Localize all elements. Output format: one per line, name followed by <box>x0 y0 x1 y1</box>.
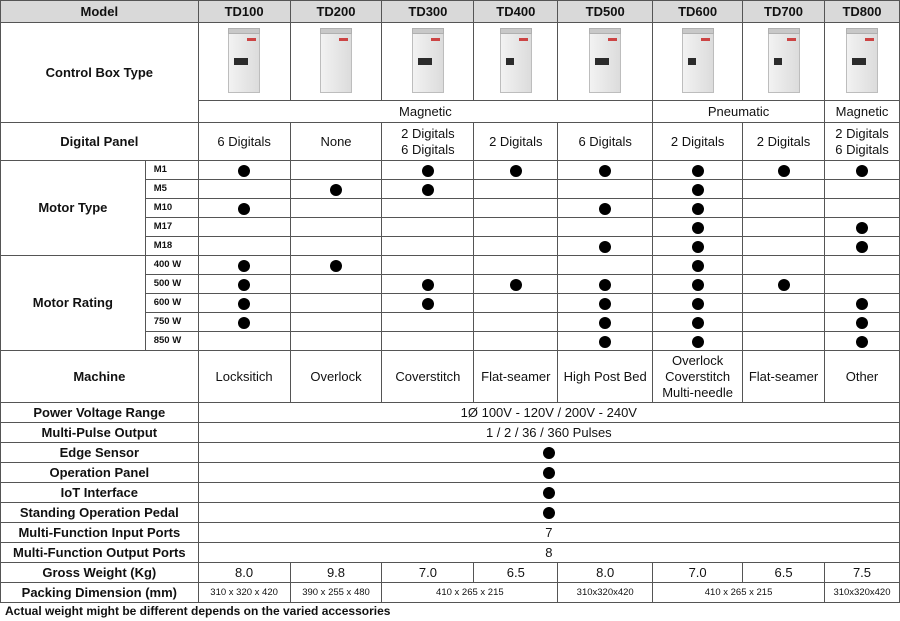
dot-icon <box>330 184 342 196</box>
motor-rating-sub: 600 W <box>145 294 198 313</box>
multi-pulse-row <box>1 423 900 443</box>
packing-td100: 310 x 320 x 420 <box>198 583 290 603</box>
dot-icon <box>856 165 868 177</box>
header-row <box>1 1 900 23</box>
packing-row <box>1 583 900 603</box>
digital-panel-td400: 2 Digitals <box>474 123 558 161</box>
dot-icon <box>422 184 434 196</box>
digital-panel-td600: 2 Digitals <box>653 123 743 161</box>
machine-label: Machine <box>1 351 199 403</box>
motor-rating-row <box>1 256 900 275</box>
motor-type-sub: M18 <box>145 237 198 256</box>
control-box-cell-td100 <box>198 23 290 101</box>
edge-sensor-row <box>1 443 900 463</box>
dot-icon <box>238 279 250 291</box>
gross-weight-td700: 6.5 <box>743 563 825 583</box>
motor-type-sub: M1 <box>145 161 198 180</box>
dot-icon <box>543 447 555 459</box>
packing-td200: 390 x 255 x 480 <box>290 583 382 603</box>
power-voltage-label: Power Voltage Range <box>1 403 199 423</box>
operation-panel-row <box>1 463 900 483</box>
digital-panel-td100: 6 Digitals <box>198 123 290 161</box>
control-box-td400-image <box>500 31 532 93</box>
digital-panel-td200: None <box>290 123 382 161</box>
model-td500: TD500 <box>558 1 653 23</box>
model-td700: TD700 <box>743 1 825 23</box>
iot-interface-label: IoT Interface <box>1 483 199 503</box>
dot-icon <box>599 165 611 177</box>
packing-td800: 310x320x420 <box>824 583 899 603</box>
motor-rating-sub: 500 W <box>145 275 198 294</box>
dot-icon <box>599 279 611 291</box>
dot-icon <box>856 298 868 310</box>
digital-panel-td800: 2 Digitals 6 Digitals <box>824 123 899 161</box>
dot-icon <box>856 317 868 329</box>
control-box-label: Control Box Type <box>1 23 199 123</box>
dot-icon <box>599 298 611 310</box>
dot-icon <box>599 336 611 348</box>
digital-panel-row <box>1 123 900 161</box>
dot-icon <box>692 336 704 348</box>
group-magnetic: Magnetic <box>198 101 653 123</box>
motor-rating-sub: 750 W <box>145 313 198 332</box>
dot-icon <box>510 279 522 291</box>
motor-type-sub: M5 <box>145 180 198 199</box>
digital-panel-td700: 2 Digitals <box>743 123 825 161</box>
multi-pulse-label: Multi-Pulse Output <box>1 423 199 443</box>
dot-icon <box>238 317 250 329</box>
packing-td600-td700: 410 x 265 x 215 <box>653 583 825 603</box>
dot-icon <box>330 260 342 272</box>
mf-output-value: 8 <box>198 543 899 563</box>
motor-type-label: Motor Type <box>1 161 146 256</box>
machine-td800: Other <box>824 351 899 403</box>
motor-type-row <box>1 161 900 180</box>
dot-icon <box>692 184 704 196</box>
control-box-image-row <box>1 23 900 101</box>
control-box-td200-image <box>320 31 352 93</box>
dot-icon <box>692 203 704 215</box>
control-box-td600-image <box>682 31 714 93</box>
model-td400: TD400 <box>474 1 558 23</box>
gross-weight-td100: 8.0 <box>198 563 290 583</box>
machine-td300: Coverstitch <box>382 351 474 403</box>
mf-input-value: 7 <box>198 523 899 543</box>
multi-pulse-value: 1 / 2 / 36 / 360 Pulses <box>198 423 899 443</box>
control-box-td700-image <box>768 31 800 93</box>
packing-td500: 310x320x420 <box>558 583 653 603</box>
dot-icon <box>238 298 250 310</box>
mf-input-label: Multi-Function Input Ports <box>1 523 199 543</box>
digital-panel-td500: 6 Digitals <box>558 123 653 161</box>
gross-weight-td200: 9.8 <box>290 563 382 583</box>
dot-icon <box>778 279 790 291</box>
mf-output-row <box>1 543 900 563</box>
dot-icon <box>692 241 704 253</box>
dot-icon <box>599 317 611 329</box>
dot-icon <box>543 487 555 499</box>
machine-td400: Flat-seamer <box>474 351 558 403</box>
gross-weight-td500: 8.0 <box>558 563 653 583</box>
mf-output-label: Multi-Function Output Ports <box>1 543 199 563</box>
gross-weight-row <box>1 563 900 583</box>
dot-icon <box>692 222 704 234</box>
gross-weight-td400: 6.5 <box>474 563 558 583</box>
machine-td100: Locksitich <box>198 351 290 403</box>
model-td600: TD600 <box>653 1 743 23</box>
motor-rating-sub: 400 W <box>145 256 198 275</box>
dot-icon <box>238 203 250 215</box>
motor-type-sub: M10 <box>145 199 198 218</box>
power-voltage-row <box>1 403 900 423</box>
machine-row <box>1 351 900 403</box>
motor-type-sub: M17 <box>145 218 198 237</box>
dot-icon <box>422 279 434 291</box>
group-pneumatic: Pneumatic <box>653 101 825 123</box>
control-box-cell-td500 <box>558 23 653 101</box>
digital-panel-td300: 2 Digitals 6 Digitals <box>382 123 474 161</box>
digital-panel-label: Digital Panel <box>1 123 199 161</box>
footnote: Actual weight might be different depends on the varied accessories <box>5 604 391 618</box>
power-voltage-value: 1Ø 100V - 120V / 200V - 240V <box>198 403 899 423</box>
dot-icon <box>543 507 555 519</box>
dot-icon <box>510 165 522 177</box>
dot-icon <box>599 241 611 253</box>
control-box-cell-td300 <box>382 23 474 101</box>
gross-weight-td600: 7.0 <box>653 563 743 583</box>
model-header: Model <box>1 1 199 23</box>
gross-weight-td300: 7.0 <box>382 563 474 583</box>
control-box-cell-td200 <box>290 23 382 101</box>
motor-rating-label: Motor Rating <box>1 256 146 351</box>
dot-icon <box>856 222 868 234</box>
dot-icon <box>692 279 704 291</box>
gross-weight-label: Gross Weight (Kg) <box>1 563 199 583</box>
dot-icon <box>238 260 250 272</box>
edge-sensor-label: Edge Sensor <box>1 443 199 463</box>
control-box-cell-td700 <box>743 23 825 101</box>
group-magnetic-td800: Magnetic <box>824 101 899 123</box>
dot-icon <box>422 298 434 310</box>
dot-icon <box>692 260 704 272</box>
model-td200: TD200 <box>290 1 382 23</box>
machine-td600: Overlock Coverstitch Multi-needle <box>653 351 743 403</box>
dot-icon <box>778 165 790 177</box>
dot-icon <box>543 467 555 479</box>
dot-icon <box>238 165 250 177</box>
control-box-cell-td400 <box>474 23 558 101</box>
dot-icon <box>692 317 704 329</box>
control-box-td800-image <box>846 31 878 93</box>
packing-label: Packing Dimension (mm) <box>1 583 199 603</box>
gross-weight-td800: 7.5 <box>824 563 899 583</box>
iot-interface-row <box>1 483 900 503</box>
model-td100: TD100 <box>198 1 290 23</box>
operation-panel-label: Operation Panel <box>1 463 199 483</box>
machine-td700: Flat-seamer <box>743 351 825 403</box>
machine-td200: Overlock <box>290 351 382 403</box>
model-td300: TD300 <box>382 1 474 23</box>
dot-icon <box>599 203 611 215</box>
dot-icon <box>692 298 704 310</box>
control-box-cell-td600 <box>653 23 743 101</box>
dot-icon <box>422 165 434 177</box>
control-box-td100-image <box>228 31 260 93</box>
control-box-td300-image <box>412 31 444 93</box>
standing-pedal-row <box>1 503 900 523</box>
standing-pedal-label: Standing Operation Pedal <box>1 503 199 523</box>
dot-icon <box>856 241 868 253</box>
control-box-td500-image <box>589 31 621 93</box>
model-td800: TD800 <box>824 1 899 23</box>
dot-icon <box>692 165 704 177</box>
control-box-cell-td800 <box>824 23 899 101</box>
dot-icon <box>856 336 868 348</box>
mf-input-row <box>1 523 900 543</box>
machine-td500: High Post Bed <box>558 351 653 403</box>
motor-rating-sub: 850 W <box>145 332 198 351</box>
packing-td300-td400: 410 x 265 x 215 <box>382 583 558 603</box>
